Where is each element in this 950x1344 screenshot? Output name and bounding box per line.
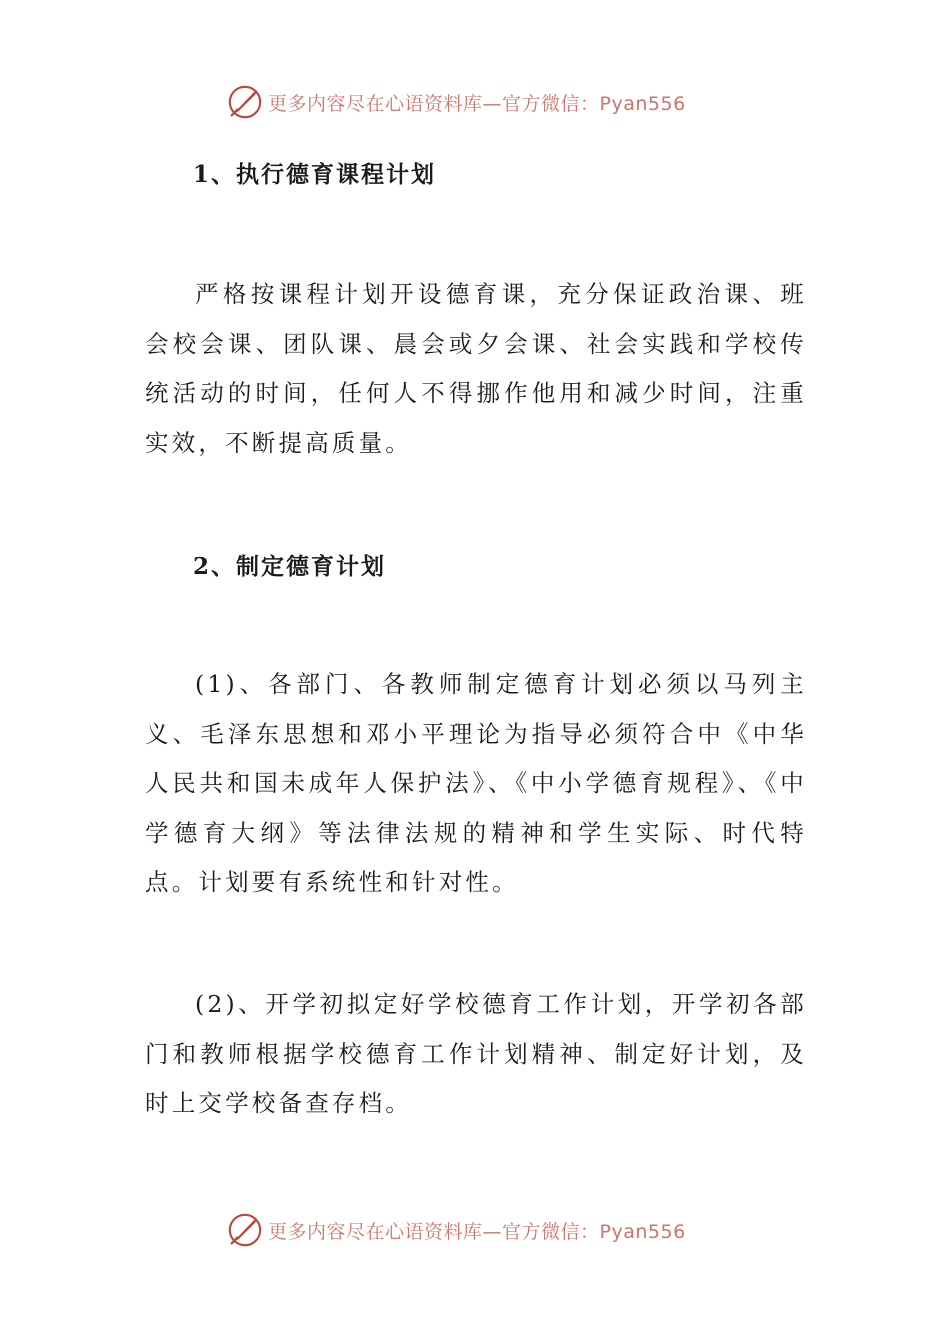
banner-text: 更多内容尽在心语资料库—官方微信：Pyan556 [268,1220,686,1243]
quill-pen-logo-icon [226,1211,264,1249]
footer-banner [226,1210,746,1250]
section-heading-2: 2、制定德育计划 [193,553,387,580]
section-2-paragraph-2: (2)、开学初拟定好学校德育工作计划，开学初各部门和教师根据学校德育工作计划精神、制定好计划，及时上交学校备查存档。 [145,990,807,1117]
quill-pen-logo-icon [226,83,264,121]
section-heading-1: 1、执行德育课程计划 [193,161,437,188]
section-1-paragraph-1: 严格按课程计划开设德育课，充分保证政治课、班会校会课、团队课、晨会或夕会课、社会实践和学校传统活动的时间，任何人不得挪作他用和减少时间，注重实效，不断提高质量。 [145,280,807,457]
banner-text: 更多内容尽在心语资料库—官方微信：Pyan556 [268,92,686,115]
section-2-paragraph-1: (1)、各部门、各教师制定德育计划必须以马列主义、毛泽东思想和邓小平理论为指导必须符合中《中华人民共和国未成年人保护法》、《中小学德育规程》、《中学德育大纲》等法律法规的精神和学生实际、时代特点。计划要有系统性和针对性。 [145,670,807,896]
header-banner [226,82,746,122]
